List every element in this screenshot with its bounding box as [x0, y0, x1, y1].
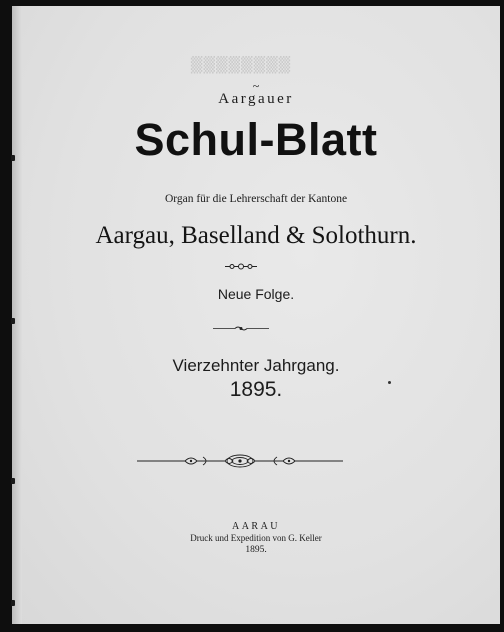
- series-label: Neue Folge.: [217, 286, 295, 302]
- binding-mark: [11, 478, 15, 484]
- imprint-publisher: Druck und Expedition von G. Keller: [190, 533, 322, 543]
- journal-title: Schul-Blatt: [134, 114, 378, 165]
- central-ornament: [137, 453, 343, 469]
- volume-year: 1895.: [229, 378, 283, 401]
- binding-mark: [11, 318, 15, 324]
- paper-speck: [388, 381, 391, 384]
- rule-ornament: [213, 325, 269, 332]
- imprint-year: 1895.: [245, 545, 267, 555]
- pre-title: Aargauer: [218, 91, 294, 107]
- binding-mark: [11, 600, 15, 606]
- volume-label: Vierzehnter Jahrgang.: [172, 356, 340, 375]
- imprint-place: AARAU: [231, 521, 281, 532]
- small-ornament: [224, 262, 258, 271]
- journal-subtitle: Organ für die Lehrerschaft der Kantone: [164, 193, 348, 205]
- show-through-stamp: ▒▒▒▒▒▒▒▒: [189, 56, 291, 74]
- title-mark: ~: [252, 79, 260, 93]
- cantons-line: Aargau, Baselland & Solothurn.: [95, 222, 417, 249]
